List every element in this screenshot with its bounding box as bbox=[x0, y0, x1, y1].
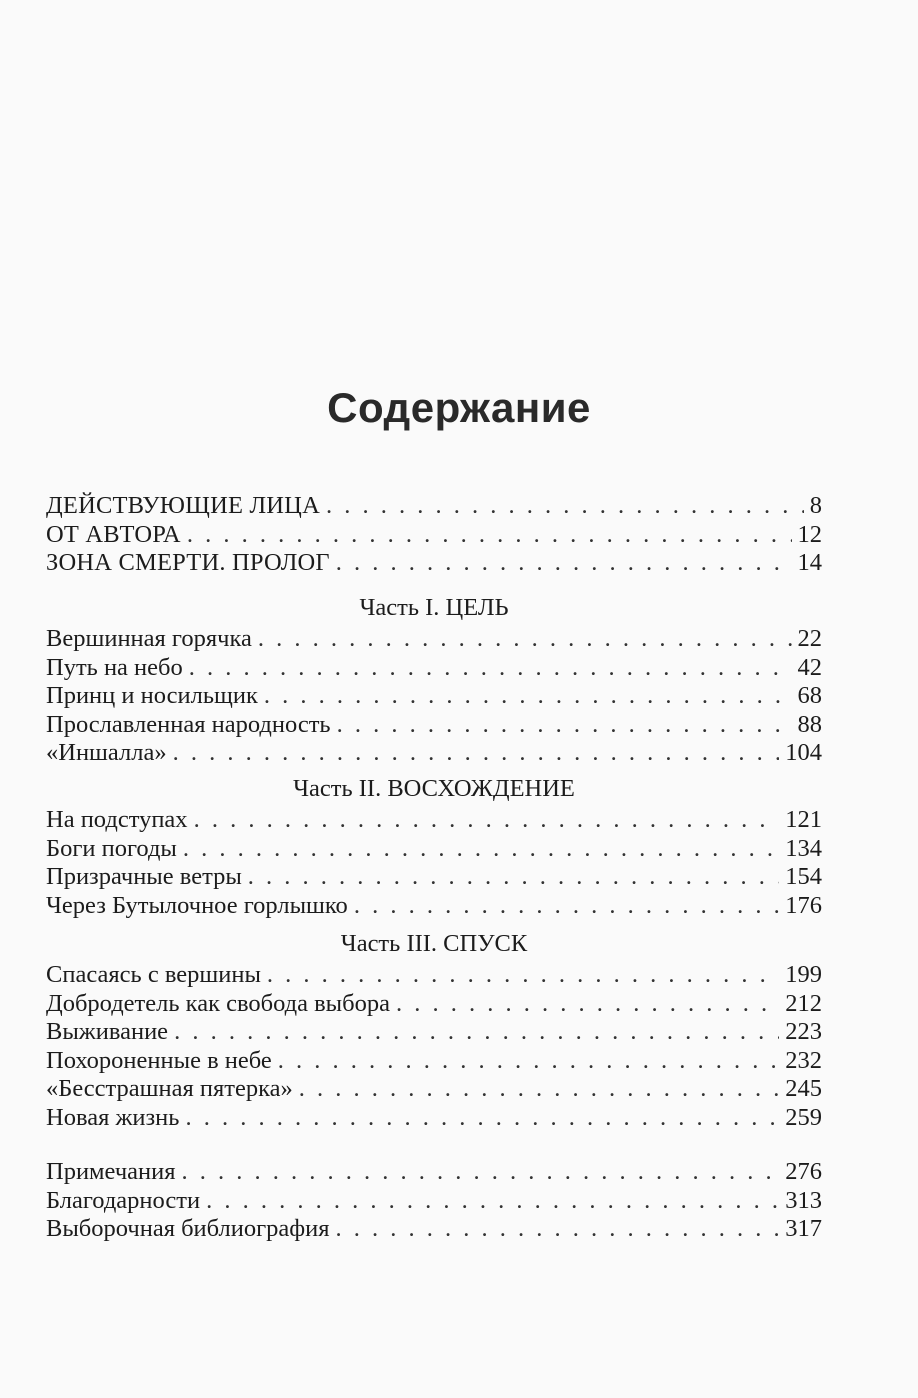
entry-page: 134 bbox=[785, 834, 822, 862]
toc-entry bbox=[46, 990, 822, 1019]
entry-page: 317 bbox=[785, 1215, 822, 1243]
part-heading: Часть I. ЦЕЛЬ bbox=[359, 594, 509, 621]
toc-entry bbox=[46, 1187, 822, 1216]
entry-label: Принц и носильщик bbox=[46, 682, 258, 710]
leader-dots bbox=[396, 990, 779, 1018]
entry-label: «Иншалла» bbox=[46, 739, 167, 767]
entry-page: 12 bbox=[797, 520, 822, 548]
entry-page: 245 bbox=[785, 1075, 822, 1103]
leader-dots bbox=[336, 1215, 780, 1243]
entry-page: 42 bbox=[797, 653, 822, 681]
leader-dots bbox=[173, 739, 780, 767]
leader-dots bbox=[278, 1047, 779, 1075]
toc-entry bbox=[46, 835, 822, 864]
leader-dots bbox=[194, 806, 780, 834]
entry-page: 199 bbox=[785, 961, 822, 988]
toc-entry bbox=[46, 1215, 822, 1244]
entry-page: 276 bbox=[785, 1158, 822, 1185]
entry-page: 88 bbox=[797, 710, 822, 738]
entry-label: Через Бутылочное горлышко bbox=[46, 891, 348, 919]
entry-label: Боги погоды bbox=[46, 834, 177, 862]
entry-label: Путь на небо bbox=[46, 653, 183, 681]
toc-entry bbox=[46, 1075, 822, 1104]
toc-part-2 bbox=[46, 772, 822, 920]
toc-entry bbox=[46, 1158, 822, 1187]
entry-label: Новая жизнь bbox=[46, 1103, 180, 1131]
toc-entry bbox=[46, 892, 822, 921]
entry-label: Прославленная народность bbox=[46, 710, 331, 738]
entry-label: «Бесстрашная пятерка» bbox=[46, 1075, 293, 1103]
toc-entry bbox=[46, 521, 822, 550]
entry-page: 8 bbox=[809, 492, 822, 519]
toc-front-section bbox=[46, 492, 822, 578]
toc-entry bbox=[46, 961, 822, 990]
part-heading: Часть II. ВОСХОЖДЕНИЕ bbox=[293, 775, 575, 802]
entry-label: Похороненные в небе bbox=[46, 1046, 272, 1074]
entry-page: 104 bbox=[785, 739, 822, 767]
toc-entry bbox=[46, 654, 822, 683]
entry-page: 232 bbox=[785, 1046, 822, 1074]
toc-entry bbox=[46, 863, 822, 892]
toc-entry bbox=[46, 625, 822, 654]
leader-dots bbox=[206, 1187, 779, 1215]
page-title: Содержание bbox=[327, 384, 591, 431]
entry-page: 68 bbox=[797, 682, 822, 710]
toc-entry bbox=[46, 1047, 822, 1076]
leader-dots bbox=[354, 892, 779, 920]
entry-page: 22 bbox=[797, 625, 822, 652]
leader-dots bbox=[187, 521, 792, 549]
toc-part-3 bbox=[46, 927, 822, 1133]
entry-label: На подступах bbox=[46, 806, 188, 833]
leader-dots bbox=[183, 835, 779, 863]
entry-label: ДЕЙСТВУЮЩИЕ ЛИЦА bbox=[46, 492, 320, 519]
leader-dots bbox=[174, 1018, 779, 1046]
entry-page: 154 bbox=[785, 863, 822, 891]
entry-label: ЗОНА СМЕРТИ. ПРОЛОГ bbox=[46, 549, 330, 577]
leader-dots bbox=[189, 654, 792, 682]
toc-entry bbox=[46, 739, 822, 768]
toc-entry bbox=[46, 492, 822, 521]
leader-dots bbox=[258, 625, 792, 653]
leader-dots bbox=[185, 1104, 779, 1132]
entry-label: Призрачные ветры bbox=[46, 863, 242, 891]
entry-page: 212 bbox=[785, 989, 822, 1017]
leader-dots bbox=[336, 549, 792, 577]
entry-page: 223 bbox=[785, 1018, 822, 1046]
entry-page: 14 bbox=[797, 549, 822, 577]
leader-dots bbox=[248, 863, 779, 891]
leader-dots bbox=[299, 1075, 779, 1103]
toc-entry bbox=[46, 549, 822, 578]
entry-page: 259 bbox=[785, 1103, 822, 1131]
toc-entry bbox=[46, 806, 822, 835]
part-heading: Часть III. СПУСК bbox=[340, 930, 528, 957]
entry-label: Спасаясь с вершины bbox=[46, 961, 261, 988]
entry-label: Примечания bbox=[46, 1158, 176, 1185]
toc-entry bbox=[46, 711, 822, 740]
entry-label: ОТ АВТОРА bbox=[46, 520, 181, 548]
entry-label: Выборочная библиография bbox=[46, 1215, 330, 1243]
entry-page: 176 bbox=[785, 891, 822, 919]
entry-label: Вершинная горячка bbox=[46, 625, 252, 652]
toc-entry bbox=[46, 1104, 822, 1133]
entry-label: Добродетель как свобода выбора bbox=[46, 989, 390, 1017]
entry-label: Выживание bbox=[46, 1018, 169, 1046]
toc-entry bbox=[46, 1018, 822, 1047]
leader-dots bbox=[264, 682, 792, 710]
entry-page: 313 bbox=[785, 1186, 822, 1214]
leader-dots bbox=[267, 961, 779, 989]
toc-back-section bbox=[46, 1158, 822, 1244]
leader-dots bbox=[182, 1158, 780, 1186]
toc-entry bbox=[46, 682, 822, 711]
leader-dots bbox=[326, 492, 804, 520]
entry-label: Благодарности bbox=[46, 1186, 201, 1214]
entry-page: 121 bbox=[785, 806, 822, 833]
leader-dots bbox=[337, 711, 792, 739]
toc-part-1 bbox=[46, 591, 822, 768]
